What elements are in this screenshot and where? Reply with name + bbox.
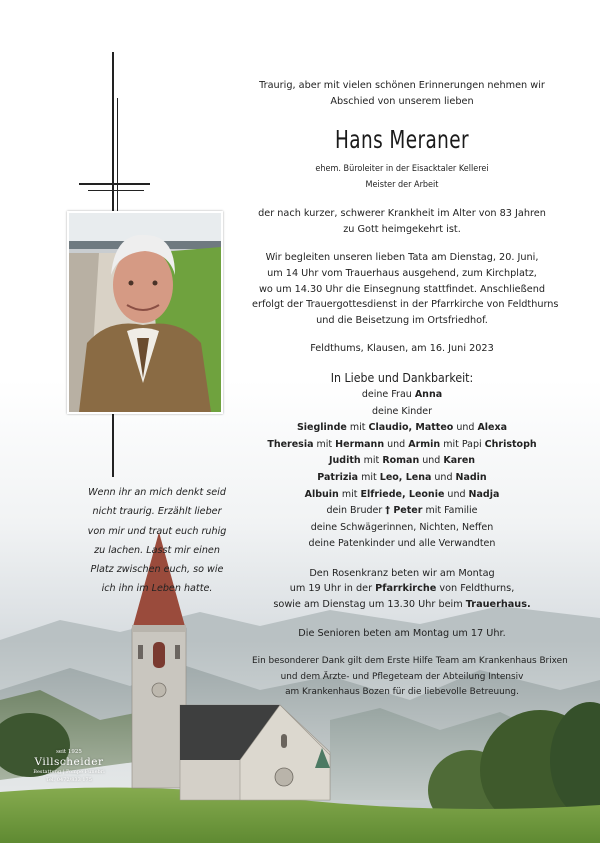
- intro-line: Abschied von unserem lieben: [330, 95, 474, 107]
- role-line: ehem. Büroleiter in der Eisacktaler Kellerei: [315, 164, 489, 175]
- cross-vertical-top: [112, 52, 114, 212]
- logo-phone: Tel. 0472/833 175: [46, 777, 92, 783]
- family-line: Patrizia mit Leo, Lena und Nadin: [317, 471, 487, 483]
- death-notice-line: zu Gott heimgekehrt ist.: [343, 223, 461, 235]
- quote-line: zu lachen. Lasst mir einen: [94, 544, 220, 556]
- funeral-home-logo: [14, 748, 124, 784]
- family-line: Sieglinde mit Claudio, Matteo und Alexa: [296, 422, 508, 434]
- funeral-line: wo um 14.30 Uhr die Einsegnung stattfindet. Anschließend: [259, 283, 545, 295]
- thanks-line: am Krankenhaus Bozen für die liebevolle Betreuung.: [285, 687, 519, 698]
- logo-brand: Villscheider: [34, 756, 104, 768]
- funeral-line: und die Beisetzung im Ortsfriedhof.: [316, 314, 488, 326]
- rosary-line: sowie am Dienstag um 13.30 Uhr beim Trauerhaus.: [273, 599, 531, 611]
- obituary-text: [252, 78, 568, 701]
- family-heading: In Liebe und Dankbarkeit:: [330, 370, 474, 385]
- funeral-line: Wir begleiten unseren lieben Tata am Dienstag, 20. Juni,: [265, 252, 539, 264]
- cross-vertical-bottom: [112, 410, 114, 477]
- logo-subtitle: Bestattung | Pompe Funebri: [33, 769, 105, 775]
- family-line: dein Bruder † Peter mit Familie: [326, 505, 478, 517]
- rosary-line: Den Rosenkranz beten wir am Montag: [309, 567, 495, 579]
- cross-vertical-right: [117, 98, 118, 212]
- death-notice-line: der nach kurzer, schwerer Krankheit im Alter von 83 Jahren: [258, 208, 546, 220]
- seniors-line: Die Senioren beten am Montag um 17 Uhr.: [298, 627, 506, 639]
- quote-line: Platz zwischen euch, so wie: [90, 564, 224, 576]
- quote-line: von mir und traut euch ruhig: [87, 525, 227, 537]
- cross-horizontal: [79, 183, 150, 185]
- role-line: Meister der Arbeit: [365, 180, 439, 191]
- rosary-line: um 19 Uhr in der Pfarrkirche von Feldthurns,: [289, 583, 515, 595]
- family-line: Theresia mit Hermann und Armin mit Papi Christoph: [267, 438, 537, 450]
- quote-line: ich ihn im Leben hatte.: [101, 583, 213, 595]
- family-line: deine Schwägerinnen, Nichten, Neffen: [310, 521, 494, 533]
- funeral-line: erfolgt der Trauergottesdienst in der Pfarrkirche von Feldthurns: [252, 299, 559, 311]
- memorial-quote: [62, 483, 252, 599]
- quote-line: nicht traurig. Erzählt lieber: [92, 506, 222, 518]
- family-line: deine Frau Anna: [361, 388, 443, 400]
- logo-established: seit 1925: [56, 749, 82, 755]
- intro-line: Traurig, aber mit vielen schönen Erinnerungen nehmen wir: [259, 80, 545, 91]
- quote-line: Wenn ihr an mich denkt seid: [88, 487, 226, 498]
- place-date: Feldthums, Klausen, am 16. Juni 2023: [310, 343, 494, 355]
- portrait-photo: [67, 211, 223, 414]
- thanks-line: Ein besonderer Dank gilt dem Erste Hilfe Team am Krankenhaus Brixen: [252, 656, 568, 667]
- family-line: deine Kinder: [371, 405, 433, 417]
- cross-horizontal-lower: [88, 190, 144, 191]
- family-line: Albuin mit Elfriede, Leonie und Nadja: [304, 488, 500, 500]
- family-line: Judith mit Roman und Karen: [328, 455, 476, 467]
- thanks-line: und dem Ärzte- und Pflegeteam der Abteilung Intensiv: [280, 671, 524, 682]
- funeral-line: um 14 Uhr vom Trauerhaus ausgehend, zum Kirchplatz,: [267, 267, 537, 279]
- deceased-name: Hans Meraner: [334, 125, 470, 155]
- family-line: deine Patenkinder und alle Verwandten: [308, 538, 496, 550]
